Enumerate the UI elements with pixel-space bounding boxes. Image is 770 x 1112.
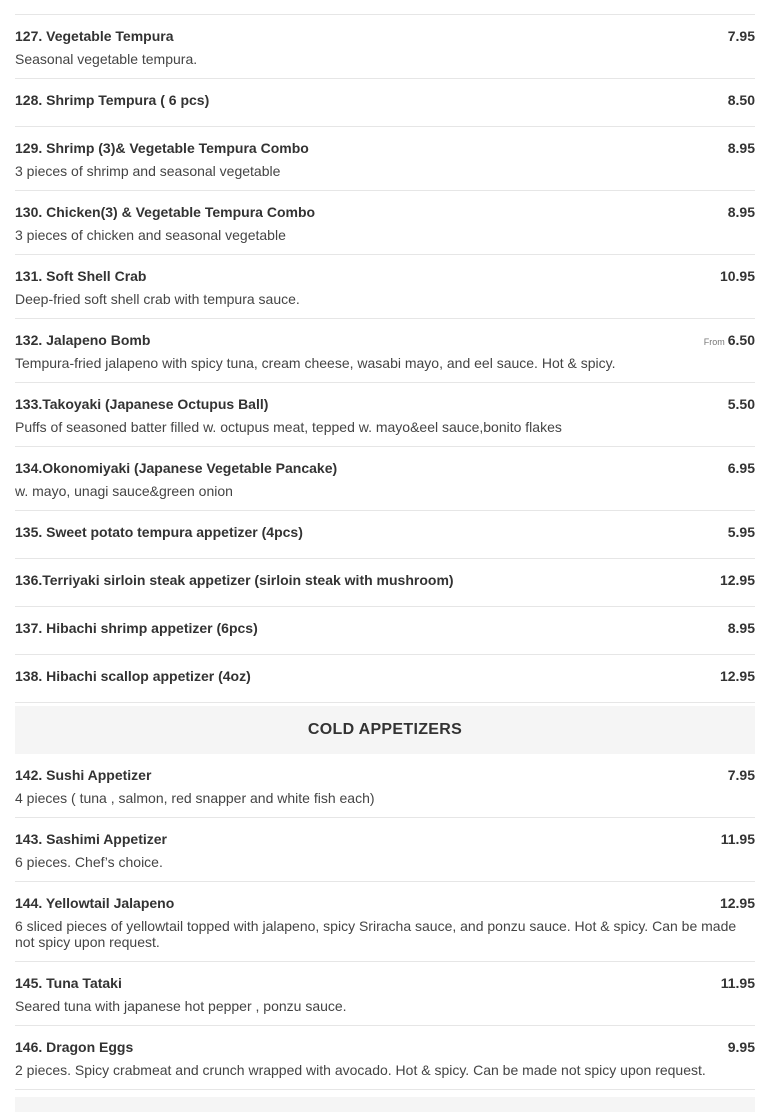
menu-item-name: 130. Chicken(3) & Vegetable Tempura Combo [15, 204, 316, 220]
price-value: 8.50 [727, 92, 755, 108]
menu-item-header [15, 962, 755, 991]
menu-item-header [15, 882, 755, 911]
price-value: 11.95 [720, 975, 755, 991]
menu-item-price [728, 28, 755, 44]
menu-item[interactable] [15, 882, 755, 962]
menu-item-description: Tempura-fried jalapeno with spicy tuna, cream cheese, wasabi mayo, and eel sauce. Hot & spicy. [15, 355, 616, 371]
price-value: 12.95 [719, 572, 755, 588]
menu-item-name: 127. Vegetable Tempura [15, 28, 174, 44]
menu-item[interactable] [15, 15, 755, 79]
menu-item-price [728, 524, 755, 540]
menu-item-description: w. mayo, unagi sauce&green onion [15, 483, 233, 499]
price-value: 12.95 [719, 668, 755, 684]
menu-item[interactable] [15, 962, 755, 1026]
menu-item[interactable] [15, 655, 755, 703]
menu-item[interactable] [15, 191, 755, 255]
menu-item-name: 137. Hibachi shrimp appetizer (6pcs) [15, 620, 258, 636]
menu-item-header [15, 1026, 755, 1055]
menu-item-price [721, 831, 755, 847]
menu-item[interactable] [15, 818, 755, 882]
menu-item-price [728, 1039, 755, 1055]
hot-appetizer-list [15, 15, 755, 703]
menu-item[interactable] [15, 511, 755, 559]
price-value: 11.95 [720, 831, 755, 847]
menu-item-description: 6 sliced pieces of yellowtail topped with jalapeno, spicy Sriracha sauce, and ponzu sauce. Hot & spicy. Can be made not spicy upon request. [15, 918, 737, 950]
price-value: 9.95 [727, 1039, 755, 1055]
menu-item[interactable] [15, 607, 755, 655]
menu-item-name: 136.Terriyaki sirloin steak appetizer (sirloin steak with mushroom) [15, 572, 454, 588]
menu-item-name: 131. Soft Shell Crab [15, 268, 147, 284]
menu-item-header [15, 79, 755, 108]
menu-item-price [720, 268, 755, 284]
menu-item-header [15, 191, 755, 220]
price-value: 5.95 [727, 524, 755, 540]
menu-item-description: Deep-fried soft shell crab with tempura sauce. [15, 291, 300, 307]
menu-item-header [15, 511, 755, 540]
menu-item[interactable] [15, 383, 755, 447]
menu-item[interactable] [15, 559, 755, 607]
price-value: 5.50 [727, 396, 755, 412]
menu-item-price [728, 204, 755, 220]
menu-item-name: 146. Dragon Eggs [15, 1039, 134, 1055]
price-value: 6.50 [727, 332, 755, 348]
menu-item[interactable] [15, 319, 755, 383]
price-value: 6.95 [727, 460, 755, 476]
menu-item-header [15, 447, 755, 476]
menu-item-name: 143. Sashimi Appetizer [15, 831, 167, 847]
section-header-cold-appetizers [15, 706, 755, 754]
menu-item-description: 3 pieces of chicken and seasonal vegetable [15, 227, 286, 243]
menu-item-description: 2 pieces. Spicy crabmeat and crunch wrapped with avocado. Hot & spicy. Can be made not spicy upon request. [15, 1062, 706, 1078]
cold-appetizer-list [15, 754, 755, 1090]
menu-item-description: 6 pieces. Chef’s choice. [15, 854, 163, 870]
menu-item[interactable] [15, 447, 755, 511]
menu-item-header [15, 559, 755, 588]
menu-item-header [15, 15, 755, 44]
menu-item-price [721, 975, 755, 991]
menu-item-price [704, 332, 755, 348]
menu-item-price [720, 572, 755, 588]
menu-item-header [15, 754, 755, 783]
menu-item-description: Puffs of seasoned batter filled w. octupus meat, tepped w. mayo&eel sauce,bonito flakes [15, 419, 562, 435]
price-value: 8.95 [727, 140, 755, 156]
menu-item-name: 134.Okonomiyaki (Japanese Vegetable Pancake) [15, 460, 338, 476]
menu-item-price [728, 460, 755, 476]
menu-item-header [15, 319, 755, 348]
menu-item-header [15, 655, 755, 684]
menu-item-price [728, 767, 755, 783]
menu-item-name: 144. Yellowtail Jalapeno [15, 895, 175, 911]
menu-item-price [728, 92, 755, 108]
menu-item-description: 3 pieces of shrimp and seasonal vegetable [15, 163, 281, 179]
menu-item[interactable] [15, 255, 755, 319]
menu-item-header [15, 607, 755, 636]
menu-item-header [15, 383, 755, 412]
menu-item[interactable] [15, 1026, 755, 1090]
menu-item-name: 133.Takoyaki (Japanese Octupus Ball) [15, 396, 269, 412]
menu-item-price [720, 668, 755, 684]
menu-item-name: 138. Hibachi scallop appetizer (4oz) [15, 668, 251, 684]
menu-item-name: 135. Sweet potato tempura appetizer (4pcs) [15, 524, 303, 540]
price-value: 10.95 [719, 268, 755, 284]
menu-item[interactable] [15, 754, 755, 818]
menu-item-price [720, 895, 755, 911]
menu-item[interactable] [15, 79, 755, 127]
menu-item-header [15, 818, 755, 847]
menu-item-header [15, 127, 755, 156]
price-value: 8.95 [727, 204, 755, 220]
menu-item-description: Seared tuna with japanese hot pepper , ponzu sauce. [15, 998, 347, 1014]
menu-item-name: 145. Tuna Tataki [15, 975, 122, 991]
menu-item-header [15, 255, 755, 284]
section-title: COLD APPETIZERS [307, 721, 463, 738]
menu-item-price [728, 396, 755, 412]
menu-item-description: 4 pieces ( tuna , salmon, red snapper and white fish each) [15, 790, 375, 806]
menu-item-name: 132. Jalapeno Bomb [15, 332, 151, 348]
price-value: 7.95 [727, 767, 755, 783]
price-value: 7.95 [727, 28, 755, 44]
menu-item[interactable] [15, 127, 755, 191]
menu-item-name: 142. Sushi Appetizer [15, 767, 152, 783]
menu-item-price [728, 140, 755, 156]
menu-item-name: 129. Shrimp (3)& Vegetable Tempura Combo [15, 140, 309, 156]
price-value: 8.95 [727, 620, 755, 636]
menu-list [15, 0, 755, 1090]
next-section-header [15, 1097, 755, 1112]
price-value: 12.95 [719, 895, 755, 911]
menu-item-name: 128. Shrimp Tempura ( 6 pcs) [15, 92, 210, 108]
price-prefix: From [703, 337, 725, 347]
menu-item-description: Seasonal vegetable tempura. [15, 51, 198, 67]
menu-item-price [728, 620, 755, 636]
top-divider [15, 0, 755, 15]
